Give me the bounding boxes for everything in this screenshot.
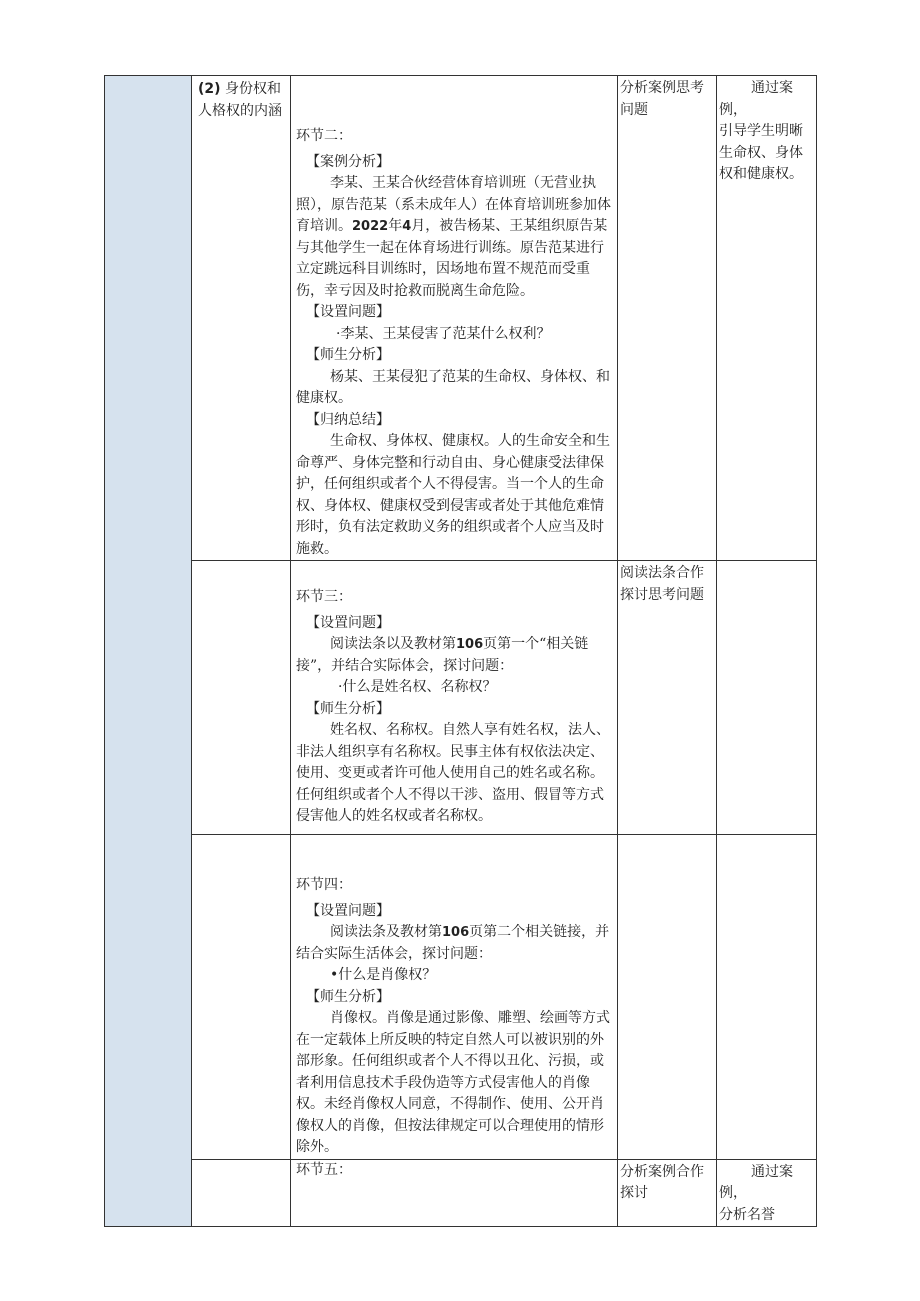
- teacher-activity-cell: [291, 1159, 618, 1227]
- table-row: [105, 1159, 817, 1227]
- analysis-label: 【师生分析】: [306, 347, 390, 363]
- content-topic-cell: [192, 561, 291, 835]
- student-activity-cell: [618, 1159, 717, 1227]
- table-row: [105, 835, 817, 1160]
- topic-number: (2): [198, 81, 221, 97]
- topic-title: 身份权和人格权的内涵: [198, 81, 282, 119]
- lesson-plan-table: [104, 75, 817, 1227]
- analysis-text: 姓名权、名称权。自然人享有姓名权，法人、非法人组织享有名称权。民事主体有权依法决定、使用、变更或者许可他人使用自己的姓名或名称。任何组织或者个人不得以干涉、盗用、假冒等方式侵害他人的姓名权或者名称权。: [296, 722, 610, 824]
- case-label: 【案例分析】: [306, 153, 390, 170]
- student-activity-text: 分析案例思考问题: [620, 80, 704, 118]
- stage-column-cell: [105, 76, 192, 1227]
- question-item: •什么是肖像权？: [330, 967, 437, 983]
- summary-label: 【归纳总结】: [306, 411, 390, 428]
- section-heading: 环节五：: [296, 1161, 352, 1178]
- question-item: ·李某、王某侵害了范某什么权利？: [336, 325, 551, 342]
- design-intent-cell: [717, 835, 817, 1160]
- student-activity-cell: [618, 561, 717, 835]
- student-activity-text: 分析案例合作探讨: [620, 1163, 704, 1201]
- table-row: [105, 76, 817, 561]
- summary-text: 生命权、身体权、健康权。人的生命安全和生命尊严、身体完整和行动自由、身心健康受法律保护，任何组织或者个人不得侵害。当一个人的生命权、身体权、健康权受到侵害或者处于其他危难情形时，负有法定救助义务的组织或者个人应当及时施救。: [296, 433, 610, 557]
- student-activity-cell: [618, 76, 717, 561]
- student-activity-cell: [618, 835, 717, 1160]
- design-intent-text: 引导学生明晰生命权、身体权和健康权。: [719, 123, 803, 182]
- question-item: ·什么是姓名权、名称权？: [338, 679, 497, 695]
- reading-task-text: 阅读法条及教材第106页第二个相关链接，并结合实际生活体会，探讨问题：: [296, 924, 610, 962]
- design-intent-text: 分析名誉: [719, 1206, 775, 1223]
- teacher-activity-cell: [291, 76, 618, 561]
- analysis-text: 肖像权。肖像是通过影像、雕塑、绘画等方式在一定载体上所反映的特定自然人可以被识别的外部形象。任何组织或者个人不得以丑化、污损，或者利用信息技术手段伪造等方式侵害他人的肖像权。未经肖像权人同意，不得制作、使用、公开肖像权人的肖像，但按法律规定可以合理使用的情形除外。: [296, 1010, 610, 1155]
- design-intent-head: 通过案例，: [719, 80, 793, 118]
- table-row: [105, 561, 817, 835]
- section-heading: 环节三：: [296, 589, 352, 605]
- section-heading: 环节二：: [296, 128, 352, 144]
- teacher-activity-cell: [291, 561, 618, 835]
- question-label: 【设置问题】: [306, 304, 390, 320]
- section-heading: 环节四：: [296, 877, 352, 893]
- teacher-activity-cell: [291, 835, 618, 1160]
- content-topic-cell: [192, 76, 291, 561]
- reading-task-text: 阅读法条以及教材第106页第一个“相关链接”，并结合实际体会，探讨问题：: [296, 636, 589, 674]
- design-intent-cell: [717, 76, 817, 561]
- analysis-text: 杨某、王某侵犯了范某的生命权、身体权、和健康权。: [296, 368, 610, 406]
- content-topic-cell: [192, 1159, 291, 1227]
- design-intent-head: 通过案例，: [719, 1163, 793, 1201]
- design-intent-cell: [717, 1159, 817, 1227]
- question-label: 【设置问题】: [306, 614, 390, 631]
- student-activity-text: 阅读法条合作探讨思考问题: [620, 565, 704, 603]
- case-text: 李某、王某合伙经营体育培训班（无营业执照），原告范某（系未成年人）在体育培训班参加体育培训。2022年4月，被告杨某、王某组织原告某与其他学生一起在体育场进行训练。原告范某进行立定跳远科目训练时，因场地布置不规范而受重伤，幸亏因及时抢救而脱离生命危险。: [296, 175, 611, 299]
- question-label: 【设置问题】: [306, 902, 390, 919]
- content-topic-cell: [192, 835, 291, 1160]
- analysis-label: 【师生分析】: [306, 700, 390, 717]
- design-intent-cell: [717, 561, 817, 835]
- analysis-label: 【师生分析】: [306, 988, 390, 1005]
